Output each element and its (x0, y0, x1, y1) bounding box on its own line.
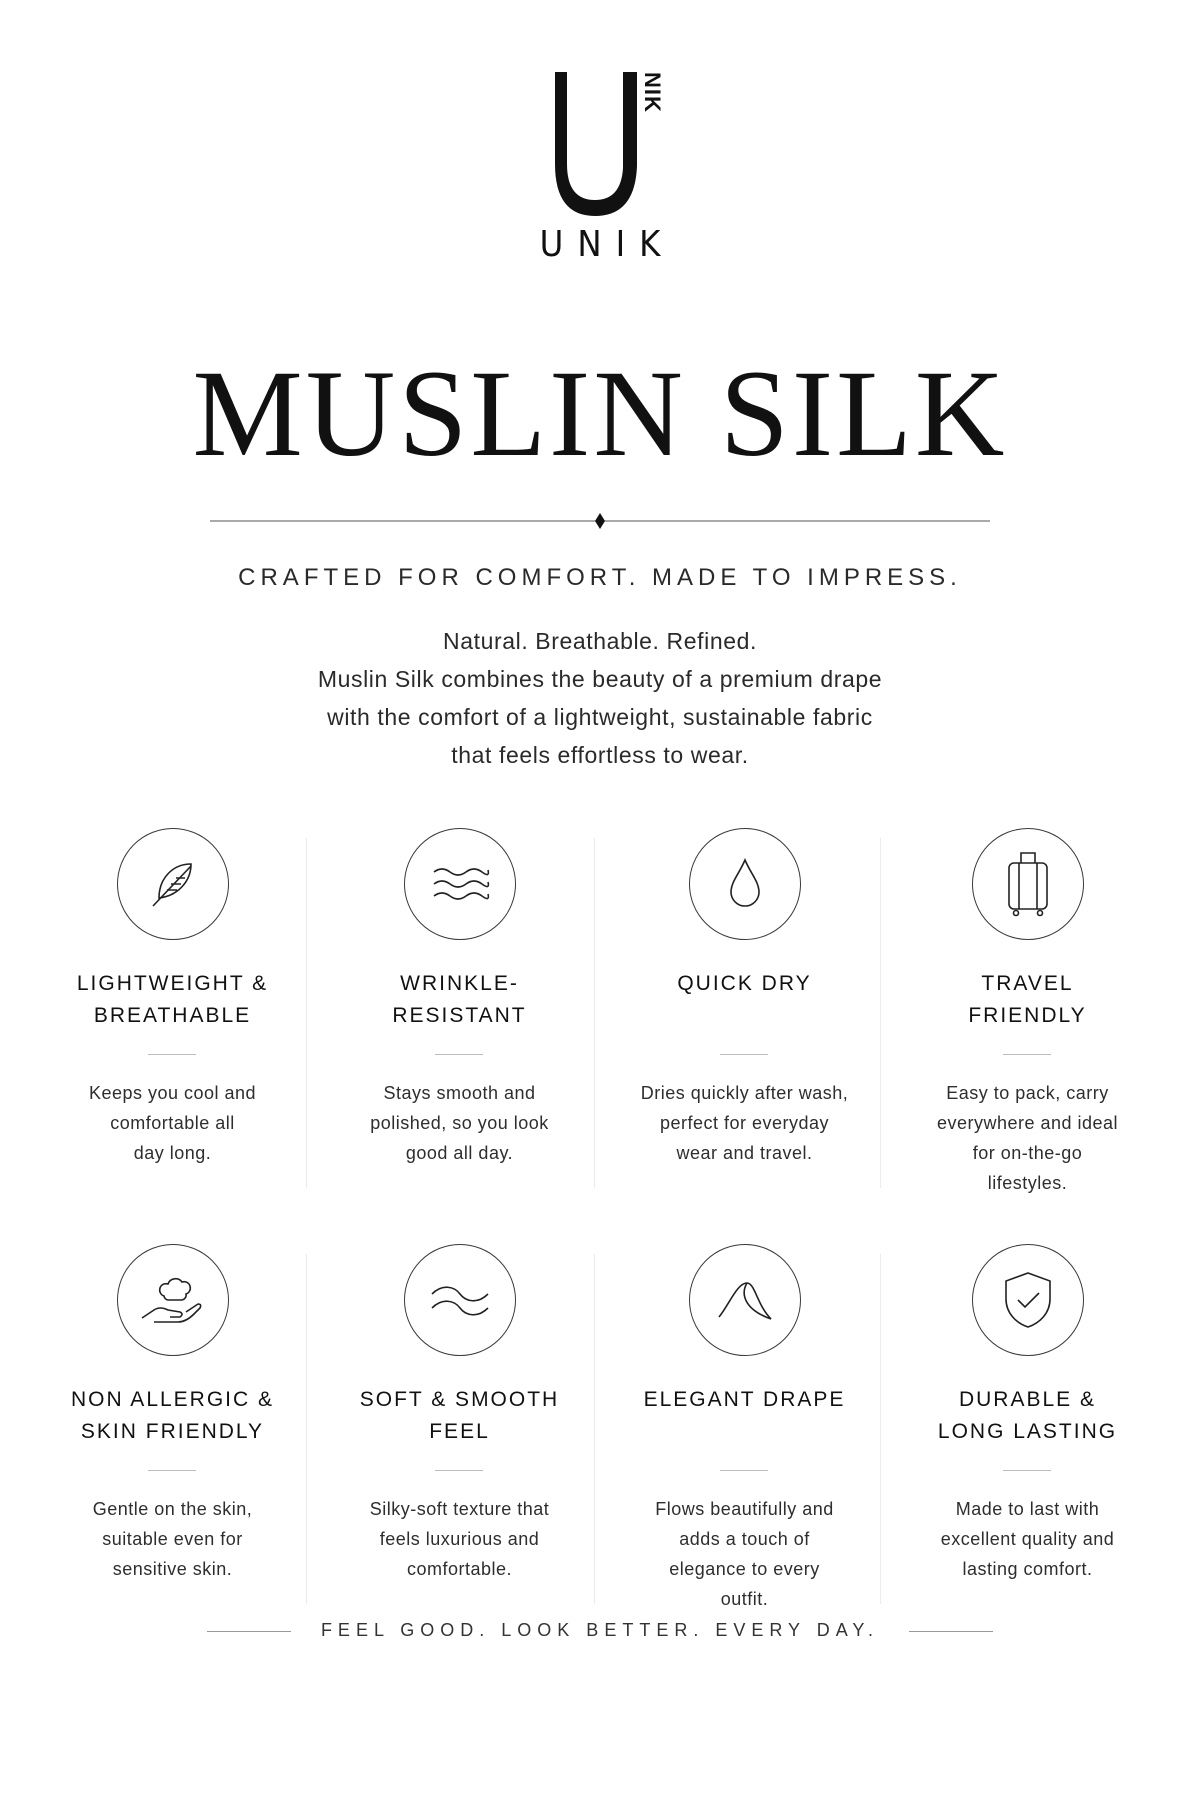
feature-rule (148, 1054, 196, 1055)
diamond-ornament-icon (595, 513, 605, 529)
feature-non-allergic (30, 1244, 315, 1579)
water-drop-icon (689, 828, 801, 940)
feature-title: NON ALLERGIC & SKIN FRIENDLY (70, 1388, 275, 1443)
footer-line-right (909, 1631, 993, 1632)
intro-line: Natural. Breathable. Refined. (442, 628, 758, 654)
feature-title: ELEGANT DRAPE (643, 1388, 846, 1411)
brand-logo (0, 68, 1200, 265)
smooth-waves-icon (404, 1244, 516, 1356)
feature-rule (148, 1470, 196, 1471)
waves-icon (404, 828, 516, 940)
unik-monogram-icon (545, 68, 665, 218)
feature-title: SOFT & SMOOTH FEEL (359, 1388, 560, 1443)
feature-description: Gentle on the skin, suitable even for sensitive skin. (92, 1499, 253, 1579)
logo-wordmark: UNIK (539, 224, 675, 265)
feature-rule (1003, 1470, 1051, 1471)
intro-text (0, 622, 1200, 774)
feature-title: QUICK DRY (677, 972, 812, 995)
page-title: MUSLIN SILK (192, 345, 1008, 482)
hand-cloud-icon (117, 1244, 229, 1356)
feature-description: Silky-soft texture that feels luxurious and comfortable. (369, 1499, 550, 1579)
feature-wrinkle-resistant (317, 828, 602, 1163)
monogram-side-text: NIK (640, 72, 665, 113)
feature-rule (720, 1054, 768, 1055)
feather-icon (117, 828, 229, 940)
footer-slogan (0, 1620, 1200, 1641)
feature-title: WRINKLE- RESISTANT (392, 972, 527, 1027)
feature-description: Made to last with excellent quality and lasting comfort. (940, 1499, 1115, 1579)
footer-line-left (207, 1631, 291, 1632)
feature-soft-smooth (317, 1244, 602, 1579)
intro-line: with the comfort of a lightweight, sustainable fabric (327, 704, 873, 730)
feature-rule (435, 1054, 483, 1055)
feature-description: Easy to pack, carry everywhere and ideal for on-the-go lifestyles. (936, 1083, 1119, 1193)
feature-rule (720, 1470, 768, 1471)
feature-lightweight (30, 828, 315, 1163)
feature-title: DURABLE & LONG LASTING (937, 1388, 1118, 1443)
feature-description: Flows beautifully and adds a touch of elegance to every outfit. (655, 1499, 834, 1609)
tagline: CRAFTED FOR COMFORT. MADE TO IMPRESS. (238, 564, 962, 591)
shield-check-icon (972, 1244, 1084, 1356)
intro-line: that feels effortless to wear. (451, 742, 749, 768)
feature-travel-friendly (885, 828, 1170, 1193)
feature-rule (1003, 1054, 1051, 1055)
feature-description: Stays smooth and polished, so you look good all day. (370, 1083, 549, 1163)
feature-description: Keeps you cool and comfortable all day long. (88, 1083, 257, 1163)
intro-line: Muslin Silk combines the beauty of a premium drape (317, 666, 883, 692)
feature-quick-dry (602, 828, 887, 1163)
feature-title: TRAVEL FRIENDLY (968, 972, 1087, 1027)
footer-text: FEEL GOOD. LOOK BETTER. EVERY DAY. (320, 1620, 880, 1640)
feature-description: Dries quickly after wash, perfect for everyday wear and travel. (640, 1083, 849, 1163)
feature-elegant-drape (602, 1244, 887, 1609)
feature-rule (435, 1470, 483, 1471)
drape-icon (689, 1244, 801, 1356)
feature-durable (885, 1244, 1170, 1579)
feature-title: LIGHTWEIGHT & BREATHABLE (76, 972, 269, 1027)
title-divider (210, 520, 990, 522)
suitcase-icon (972, 828, 1084, 940)
